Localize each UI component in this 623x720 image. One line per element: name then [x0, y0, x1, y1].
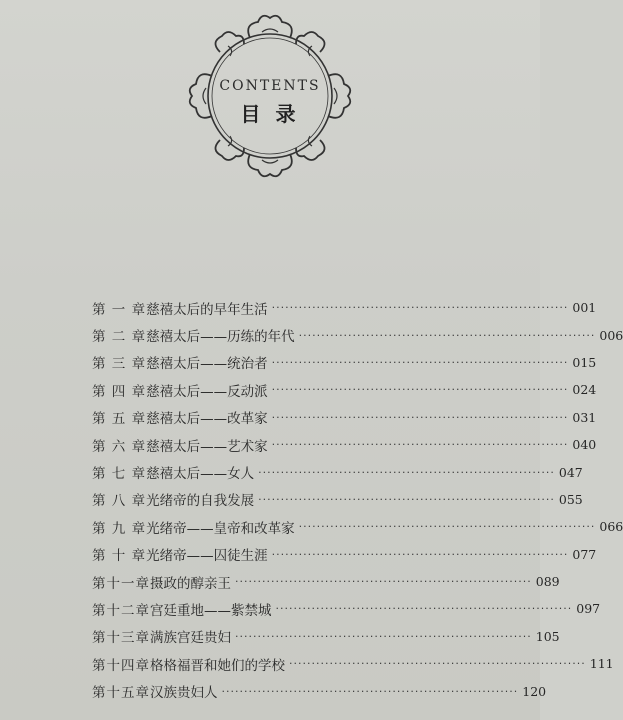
- page-number: 040: [572, 437, 597, 453]
- chapter-number: 第 六 章: [92, 438, 147, 455]
- chapter-title: 宫廷重地——紫禁城: [150, 602, 272, 619]
- dot-leader: ··································································: [235, 575, 532, 589]
- chapter-number: 第十一章: [92, 575, 150, 592]
- dot-leader: ··································································: [289, 657, 586, 671]
- page-number: 077: [572, 546, 597, 562]
- toc-entry: [92, 595, 601, 622]
- dot-leader: ··································································: [271, 383, 569, 397]
- chapter-number: 第十五章: [92, 685, 150, 702]
- toc-entry: [92, 294, 597, 321]
- chapter-title: 格格福晋和她们的学校: [150, 657, 285, 674]
- chapter-number: 第 二 章: [92, 329, 147, 346]
- dot-leader: ··································································: [258, 492, 555, 506]
- page-number: 001: [572, 300, 597, 316]
- dot-leader: ··································································: [298, 520, 596, 534]
- dot-leader: ··································································: [271, 438, 569, 452]
- toc-entry: [92, 431, 597, 458]
- toc-entry: [92, 541, 597, 568]
- chapter-title: 摄政的醇亲王: [150, 575, 231, 592]
- chapter-number: 第 八 章: [92, 493, 147, 510]
- page-number: 066: [599, 519, 623, 535]
- dot-leader: ··································································: [221, 684, 519, 698]
- toc-entry: [92, 568, 560, 595]
- page-number: 006: [599, 327, 623, 343]
- mulu-heading: 目 录: [240, 102, 300, 126]
- toc-entry: [92, 513, 623, 540]
- chapter-title: 慈禧太后——改革家: [146, 411, 268, 428]
- toc-entry: [92, 458, 583, 485]
- chapter-title: 慈禧太后——反动派: [146, 383, 268, 400]
- dot-leader: ··································································: [235, 629, 532, 643]
- chapter-title: 慈禧太后——历练的年代: [146, 329, 295, 346]
- dot-leader: ··································································: [298, 328, 596, 342]
- toc-entry: [92, 486, 583, 513]
- dot-leader: ··································································: [271, 410, 569, 424]
- table-of-contents: [92, 294, 623, 705]
- toc-entry: [92, 376, 597, 403]
- chapter-number: 第 四 章: [92, 383, 147, 400]
- chapter-title: 光绪帝——皇帝和改革家: [146, 520, 295, 537]
- chapter-title: 满族宫廷贵妇: [150, 630, 231, 647]
- page-number: 047: [558, 464, 583, 480]
- toc-entry: [92, 349, 597, 376]
- chapter-title: 慈禧太后——女人: [146, 466, 255, 483]
- chapter-title: 慈禧太后的早年生活: [146, 301, 268, 318]
- toc-entry: [92, 404, 597, 431]
- toc-entry: [92, 677, 547, 704]
- chapter-number: 第 一 章: [92, 301, 147, 318]
- toc-entry: [92, 623, 560, 650]
- page-number: 120: [522, 683, 547, 699]
- chapter-number: 第十二章: [92, 602, 150, 619]
- chapter-number: 第 十 章: [92, 548, 147, 565]
- dot-leader: ··································································: [271, 547, 569, 561]
- chapter-title: 慈禧太后——艺术家: [146, 438, 268, 455]
- page-number: 031: [572, 409, 597, 425]
- contents-heading: CONTENTS: [219, 78, 321, 94]
- page-number: 097: [576, 601, 601, 617]
- chapter-number: 第十三章: [92, 630, 150, 647]
- chapter-title: 慈禧太后——统治者: [146, 356, 268, 373]
- chapter-title: 汉族贵妇人: [150, 685, 218, 702]
- chapter-number: 第 九 章: [92, 520, 147, 537]
- chapter-number: 第 五 章: [92, 411, 147, 428]
- ornamental-cloud-frame-icon: [180, 6, 360, 186]
- page-number: 089: [535, 574, 560, 590]
- page-number: 015: [572, 354, 597, 370]
- page-number: 024: [572, 382, 597, 398]
- chapter-title: 光绪帝的自我发展: [146, 493, 255, 510]
- page-number: 111: [589, 656, 614, 672]
- chapter-number: 第 七 章: [92, 466, 147, 483]
- chapter-number: 第 三 章: [92, 356, 147, 373]
- chapter-number: 第十四章: [92, 657, 150, 674]
- chapter-title: 光绪帝——囚徒生涯: [146, 548, 268, 565]
- toc-entry: [92, 321, 623, 348]
- toc-entry: [92, 650, 614, 677]
- page-number: 055: [558, 491, 583, 507]
- dot-leader: ··································································: [271, 301, 569, 315]
- dot-leader: ··································································: [271, 355, 569, 369]
- page-number: 105: [535, 628, 560, 644]
- dot-leader: ··································································: [275, 602, 573, 616]
- dot-leader: ··································································: [258, 465, 555, 479]
